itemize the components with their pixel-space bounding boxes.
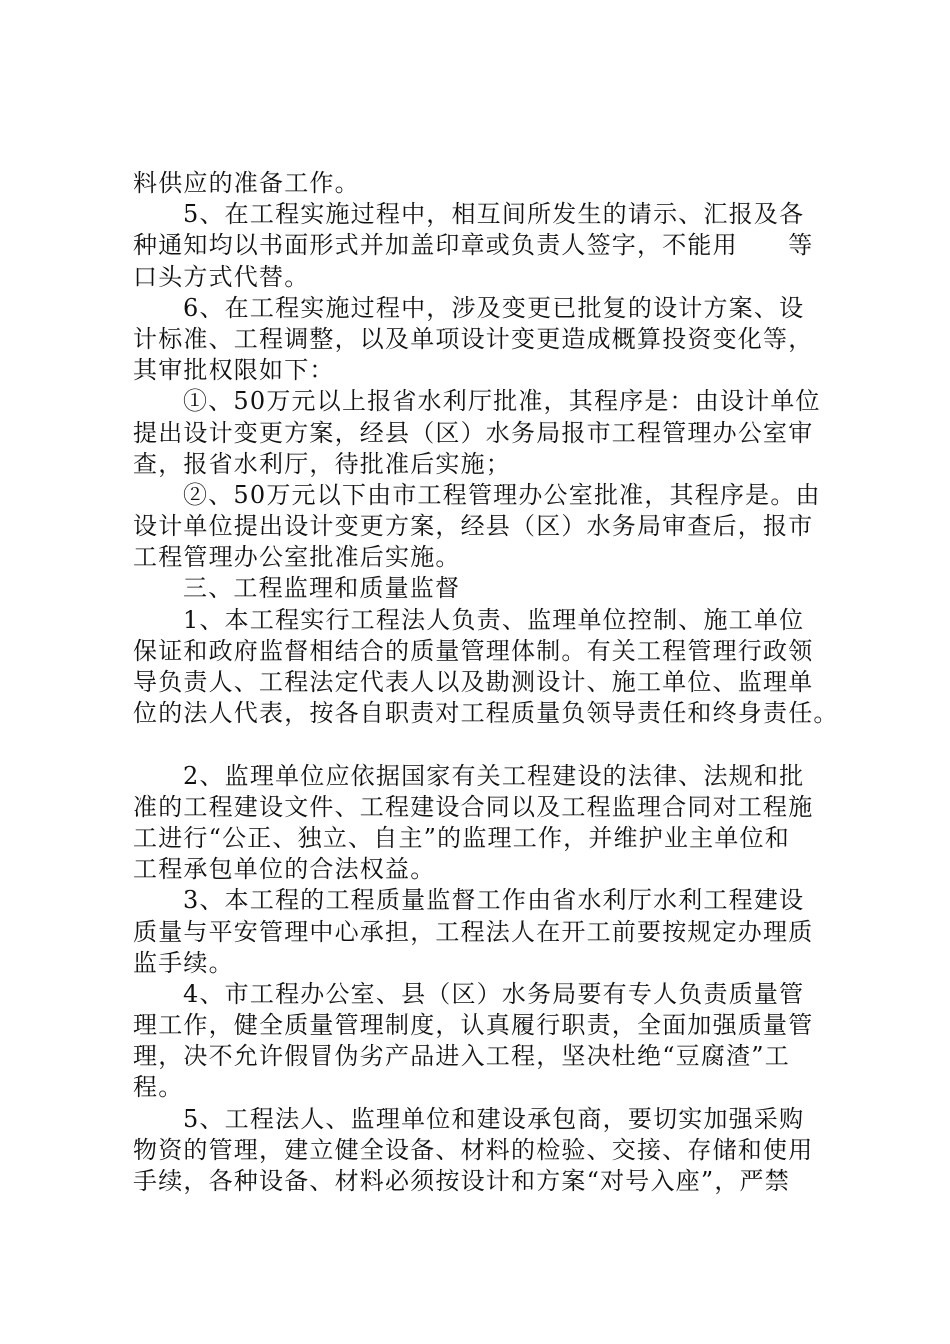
paragraph-line: 料供应的准备工作。 [133, 169, 360, 197]
paragraph-line: 理，决不允许假冒伪劣产品进入工程，坚决杜绝“豆腐渣”工 [133, 1042, 790, 1071]
paragraph-line: 种通知均以书面形式并加盖印章或负责人签字，不能用 等 [133, 231, 814, 260]
paragraph-line: 物资的管理，建立健全设备、材料的检验、交接、存储和使用 [133, 1135, 814, 1164]
paragraph-line: 理工作，健全质量管理制度，认真履行职责，全面加强质量管 [133, 1011, 814, 1040]
paragraph-line: 导负责人、工程法定代表人以及勘测设计、施工单位、监理单 [133, 668, 814, 696]
paragraph-line: 计标准、工程调整，以及单项设计变更造成概算投资变化等， [133, 324, 814, 353]
paragraph-line: 程。 [133, 1073, 184, 1102]
blank-line [133, 729, 833, 760]
paragraph-line: 其审批权限如下： [133, 356, 335, 385]
document-body [133, 168, 839, 1197]
paragraph-line: 工进行“公正、独立、自主”的监理工作，并维护业主单位和 [133, 823, 790, 852]
paragraph-line: 2、监理单位应依据国家有关工程建设的法律、法规和批 [183, 761, 805, 790]
paragraph-line: 1、本工程实行工程法人负责、监理单位控制、施工单位 [183, 605, 805, 634]
paragraph-line: 3、本工程的工程质量监督工作由省水利厅水利工程建设 [183, 886, 805, 915]
paragraph-line: 监手续。 [133, 948, 234, 977]
paragraph-line: 手续，各种设备、材料必须按设计和方案“对号入座”，严禁 [133, 1167, 790, 1195]
paragraph-line: 6、在工程实施过程中，涉及变更已批复的设计方案、设 [183, 293, 805, 322]
paragraph-line: 5、在工程实施过程中，相互间所发生的请示、汇报及各 [183, 200, 805, 229]
paragraph-line: 质量与平安管理中心承担，工程法人在开工前要按规定办理质 [133, 917, 814, 946]
paragraph-line: 工程承包单位的合法权益。 [133, 855, 436, 884]
paragraph-line: ①、50万元以上报省水利厅批准，其程序是：由设计单位 [183, 387, 821, 416]
paragraph-line: 查，报省水利厅，待批准后实施； [133, 449, 511, 478]
paragraph-line: 准的工程建设文件、工程建设合同以及工程监理合同对工程施 [133, 792, 814, 821]
paragraph-line: 设计单位提出设计变更方案，经县（区）水务局审查后，报市 [133, 512, 814, 541]
section-heading: 三、工程监理和质量监督 [183, 574, 461, 603]
paragraph-line: 5、工程法人、监理单位和建设承包商，要切实加强采购 [183, 1104, 805, 1133]
paragraph-line: 4、市工程办公室、县（区）水务局要有专人负责质量管 [183, 979, 805, 1008]
paragraph-line: 口头方式代替。 [133, 262, 310, 291]
paragraph-line: 工程管理办公室批准后实施。 [133, 543, 461, 572]
paragraph-line: 保证和政府监督相结合的质量管理体制。有关工程管理行政领 [133, 636, 814, 665]
paragraph-line: ②、50万元以下由市工程管理办公室批准，其程序是。由 [183, 480, 821, 509]
paragraph-line: 位的法人代表，按各自职责对工程质量负领导责任和终身责任。 [133, 699, 839, 728]
paragraph-line: 提出设计变更方案，经县（区）水务局报市工程管理办公室审 [133, 418, 814, 447]
